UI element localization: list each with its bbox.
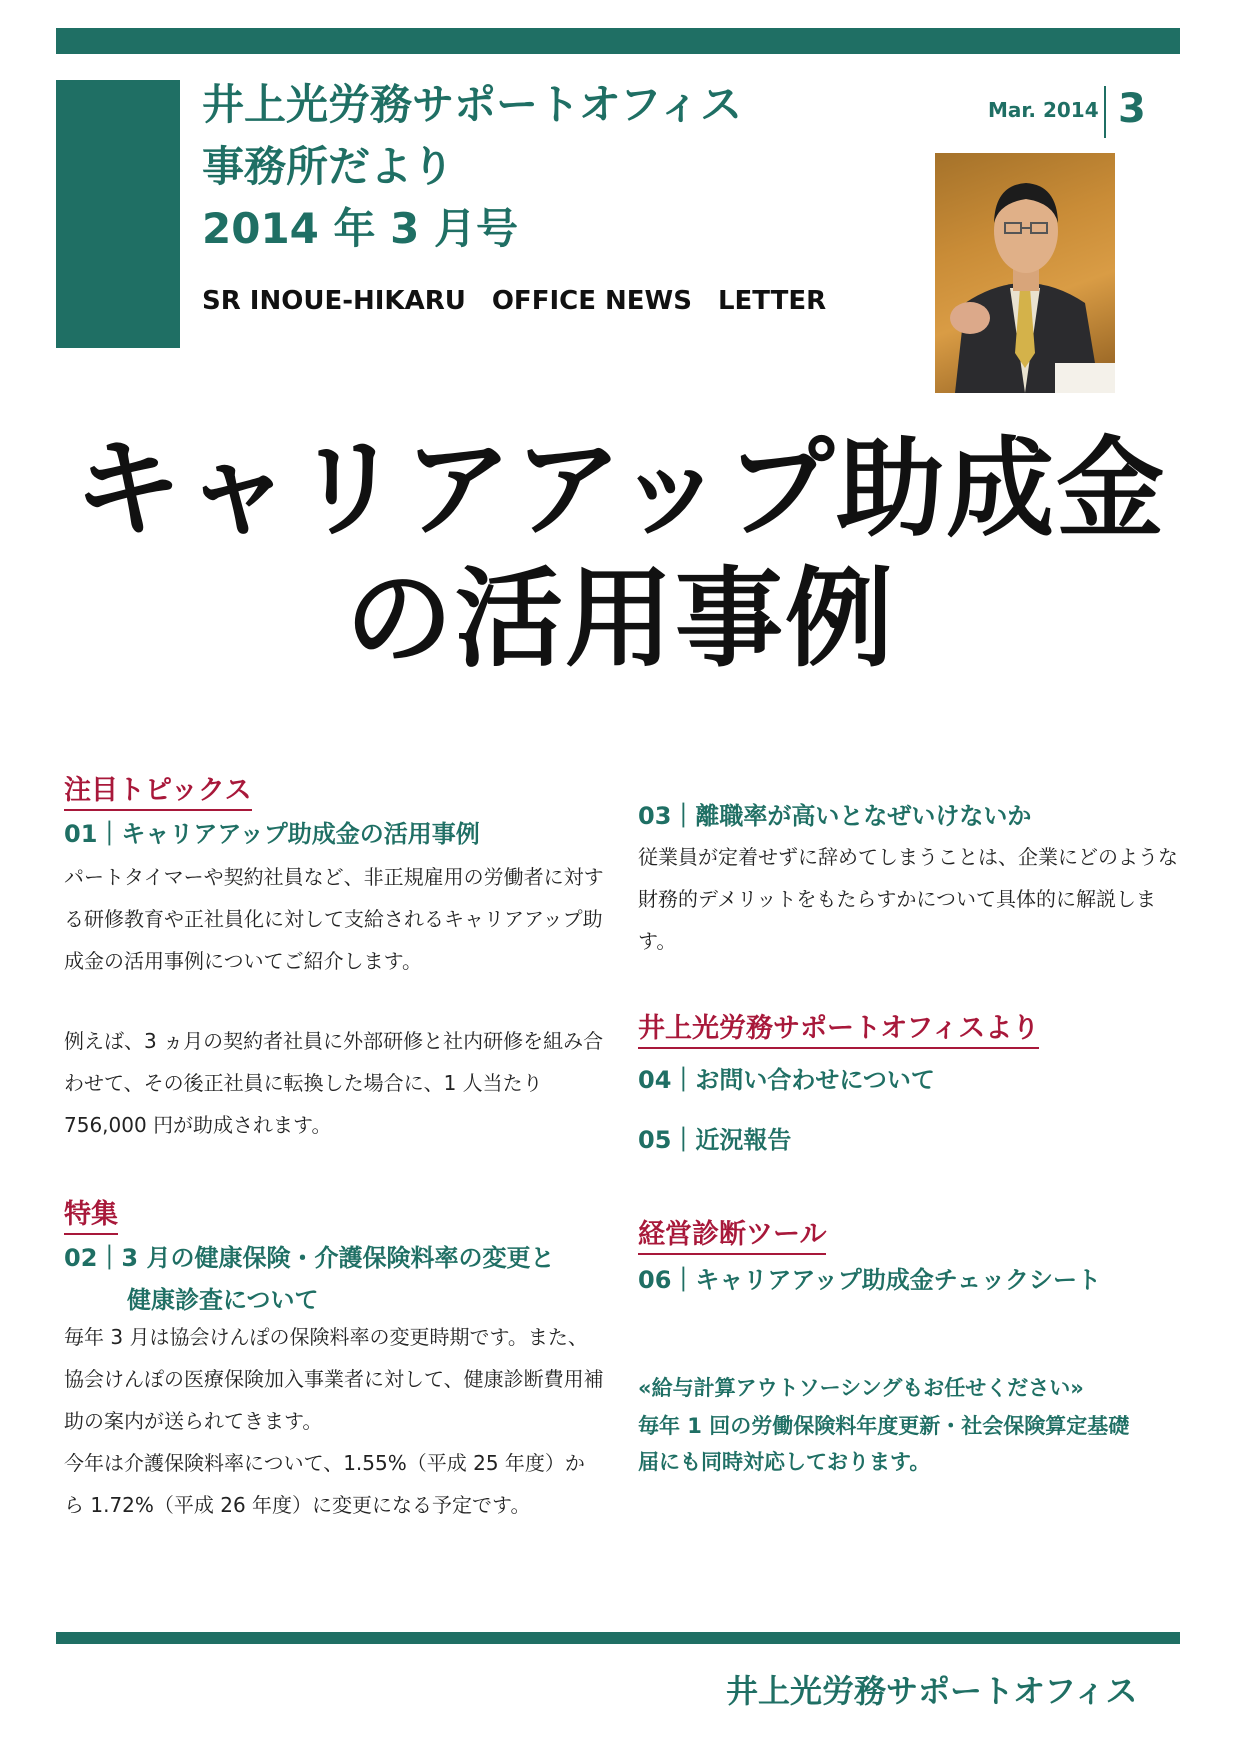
item-05-title: 05｜近況報告 (638, 1126, 792, 1154)
issue-month: 2014 年 3 月号 (202, 204, 518, 253)
bottom-bar (56, 1632, 1180, 1644)
promo-text-cont: 届にも同時対応しております。 (638, 1450, 931, 1474)
promo-heading: «給与計算アウトソーシングもお任せください» (638, 1376, 1084, 1400)
item-02-title: 02｜3 月の健康保険・介護保険料率の変更と (64, 1244, 555, 1272)
main-headline: キャリアアップ助成金 (73, 427, 1167, 552)
footer-office-name: 井上光労務サポートオフィス (726, 1672, 1138, 1710)
item-02-body: 毎年 3 月は協会けんぽの保険料率の変更時期です。また、協会けんぽの医療保険加入事業者に対して、健康診断費用補助の案内が送られてきます。 (64, 1325, 604, 1433)
top-bar (56, 28, 1180, 54)
item-03-title: 03｜離職率が高いとなぜいけないか (638, 802, 1032, 830)
main-headline-line2: の活用事例 (344, 557, 895, 682)
item-06-title: 06｜キャリアアップ助成金チェックシート (638, 1266, 1101, 1294)
item-01-title: 01｜キャリアアップ助成金の活用事例 (64, 820, 480, 848)
topics-heading: 注目トピックス (64, 768, 252, 811)
item-01-body: パートタイマーや契約社員など、非正規雇用の労働者に対する研修教育や正社員化に対して支給されるキャリアアップ助成金の活用事例についてご紹介します。 (64, 865, 604, 973)
issue-date: Mar. 2014 (988, 98, 1099, 122)
item-02-body-rate: 今年は介護保険料率について、1.55%（平成 25 年度）から 1.72%（平成 26 年度）に変更になる予定です。 (64, 1451, 585, 1517)
feature-heading: 特集 (64, 1192, 118, 1235)
newsletter-subtitle-line: 事務所だより (202, 142, 455, 191)
promo-text: 毎年 1 回の労働保険料年度更新・社会保険算定基礎 (638, 1414, 1130, 1438)
author-photo (935, 153, 1115, 393)
header-accent-block (56, 80, 180, 348)
item-03-body: 従業員が定着せずに辞めてしまうことは、企業にどのような財務的デメリットをもたらすかについて具体的に解説します。 (638, 845, 1178, 953)
english-subtitle: SR INOUE-HIKARU OFFICE NEWS LETTER (202, 286, 827, 316)
newsletter-title: 井上光労務サポートオフィス (202, 80, 743, 129)
issue-number: 3 (1118, 86, 1146, 132)
item-02-title-cont: 健康診査について (127, 1286, 319, 1314)
person-illustration (935, 153, 1115, 393)
office-heading: 井上光労務サポートオフィスより (638, 1006, 1039, 1049)
issue-divider (1104, 86, 1106, 138)
tool-heading: 経営診断ツール (638, 1212, 826, 1255)
item-01-example: 例えば、3 ヵ月の契約者社員に外部研修と社内研修を組み合わせて、その後正社員に転換した場合に、1 人当たり 756,000 円が助成されます。 (64, 1029, 604, 1137)
item-04-title: 04｜お問い合わせについて (638, 1066, 935, 1094)
